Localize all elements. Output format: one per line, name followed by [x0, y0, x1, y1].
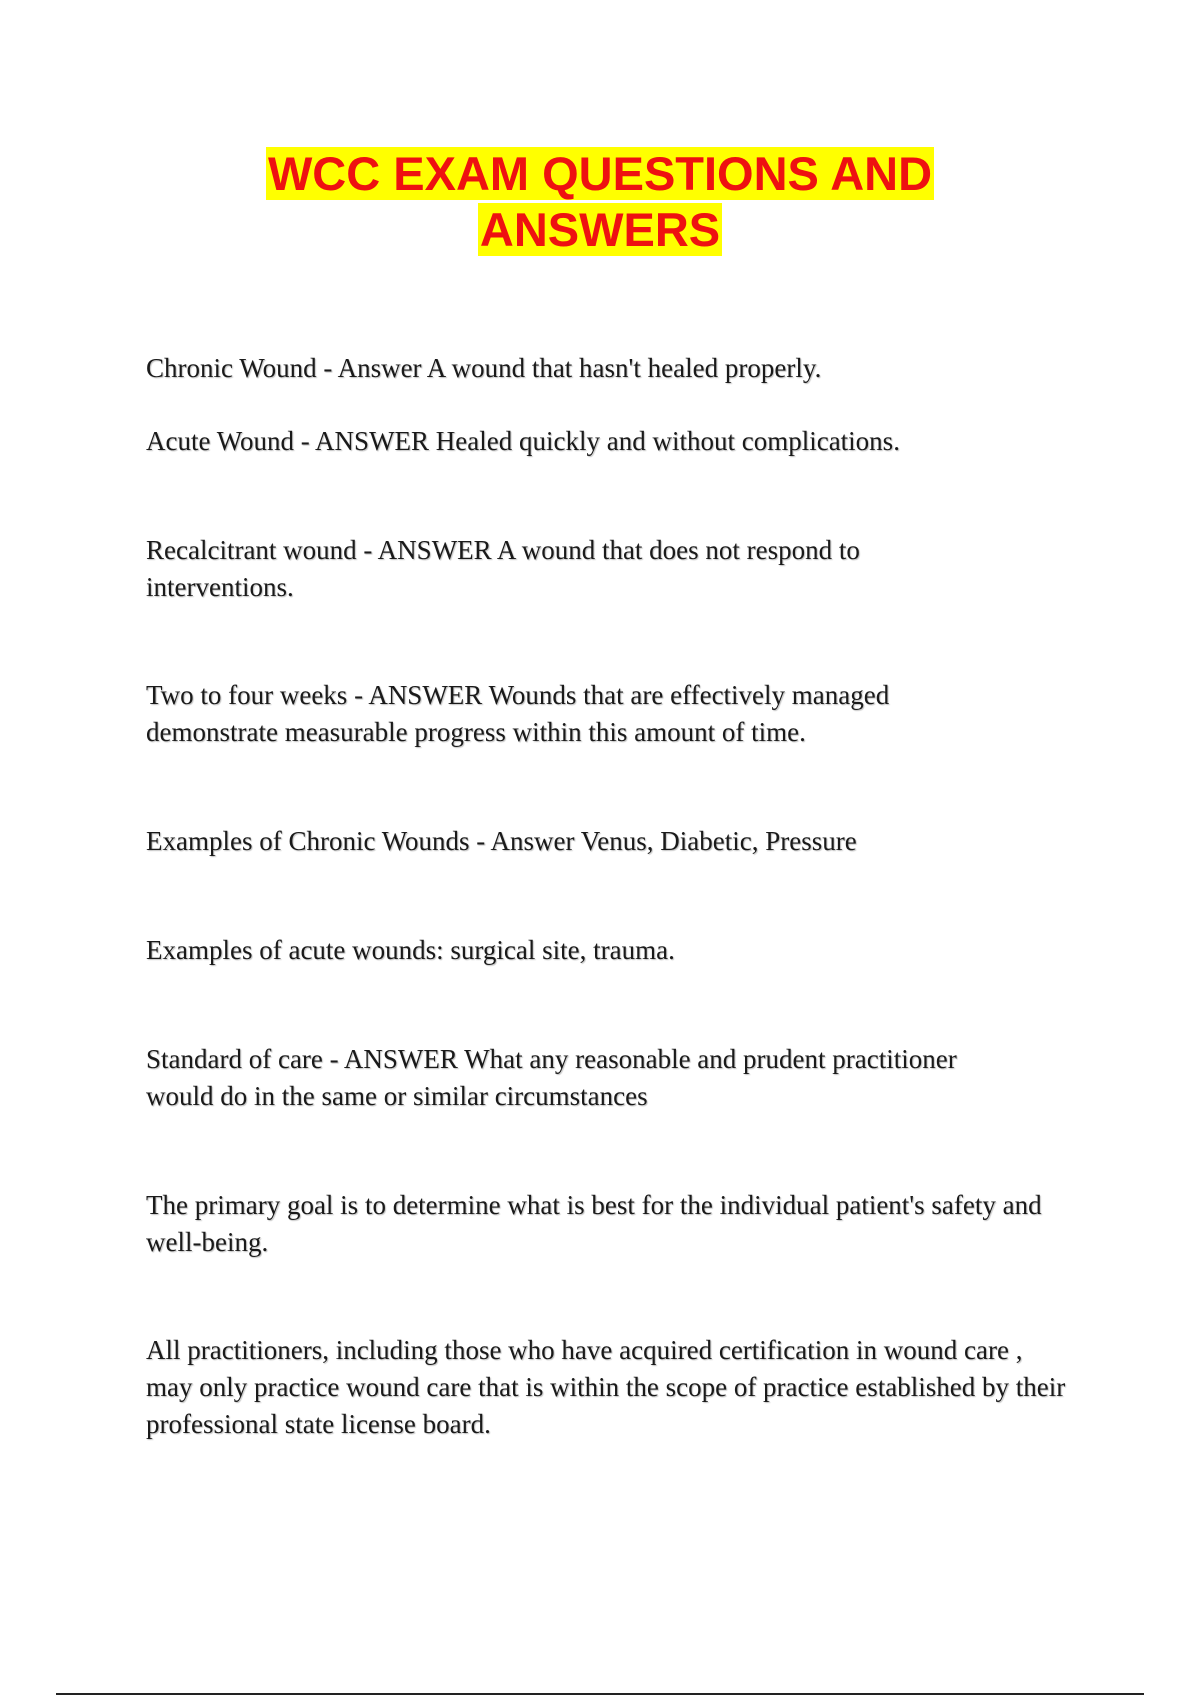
- qa-entry-recalcitrant-wound: Recalcitrant wound - ANSWER A wound that does not respond to interventions.: [146, 535, 860, 602]
- footer-divider: [56, 1693, 1144, 1695]
- document-title: [0, 146, 1200, 258]
- qa-entry-chronic-examples: Examples of Chronic Wounds - Answer Venus, Diabetic, Pressure: [146, 826, 857, 856]
- qa-entry-acute-wound: Acute Wound - ANSWER Healed quickly and without complications.: [146, 426, 900, 456]
- qa-entry-primary-goal: The primary goal is to determine what is best for the individual patient's safety and well-being.: [146, 1190, 1042, 1257]
- qa-entry-scope-of-practice: All practitioners, including those who have acquired certification in wound care , may only practice wound care that is within the scope of practice established by their professional state license board.: [146, 1335, 1066, 1439]
- qa-entry-acute-examples: Examples of acute wounds: surgical site, trauma.: [146, 935, 675, 965]
- title-line-1: WCC EXAM QUESTIONS AND: [267, 147, 933, 200]
- qa-entry-standard-of-care: Standard of care - ANSWER What any reasonable and prudent practitioner would do in the same or similar circumstances: [146, 1044, 957, 1111]
- qa-entry-two-to-four-weeks: Two to four weeks - ANSWER Wounds that are effectively managed demonstrate measurable progress within this amount of time.: [146, 680, 890, 747]
- qa-entry-chronic-wound: Chronic Wound - Answer A wound that hasn't healed properly.: [146, 353, 822, 383]
- title-line-2: ANSWERS: [479, 203, 721, 256]
